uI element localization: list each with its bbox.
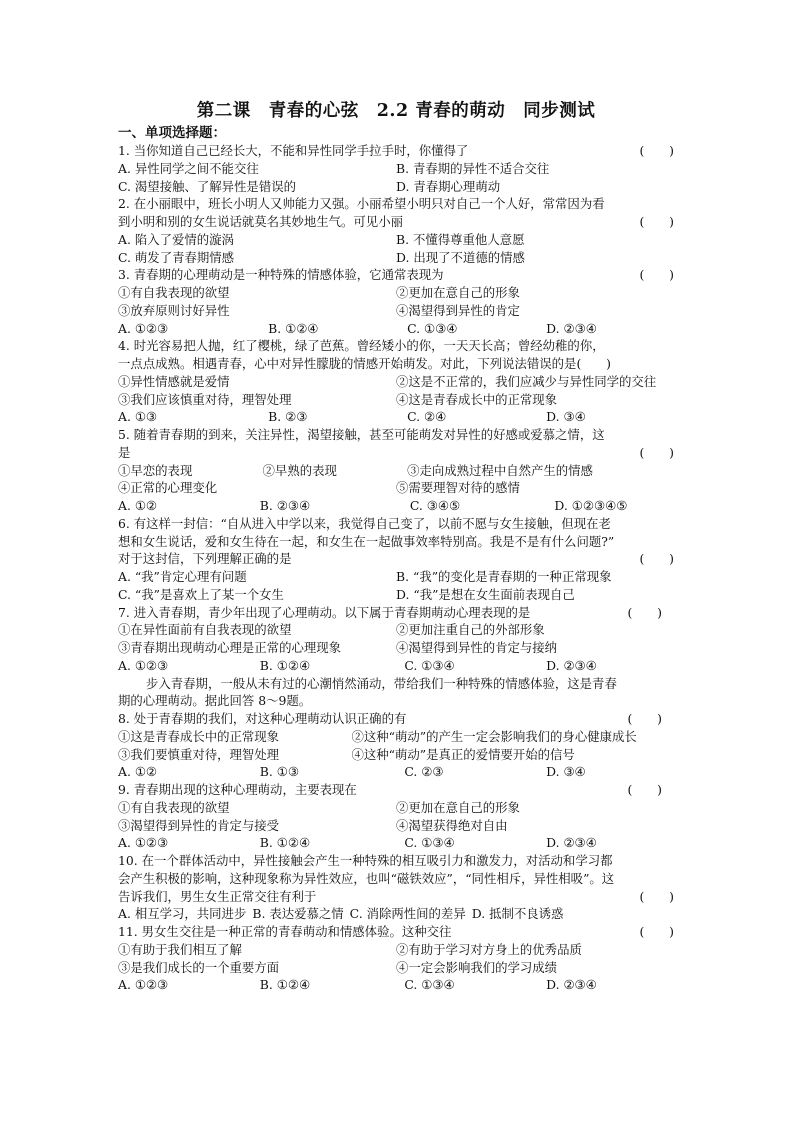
question-4-stem-line-1: 4. 时光容易把人抛，红了樱桃，绿了芭蕉。曾经矮小的你，一天天长高；曾经幼稚的你，: [118, 338, 605, 354]
question-10-stem-line-3: 告诉我们，男生女生正常交往有利于 ( ): [118, 888, 674, 904]
option-d: D. ①②③④⑤: [554, 498, 628, 513]
answer-bracket: ( ): [639, 143, 674, 158]
option-d: D. ③④: [546, 764, 586, 780]
question-7-statements-34: [118, 639, 674, 657]
question-9-options: [118, 834, 674, 852]
statement-1: ①早恋的表现: [118, 462, 193, 478]
question-8-stem: 8. 处于青春期的我们，对这种心理萌动认识正确的有 ( ): [118, 711, 662, 726]
question-4-statements-34: [118, 391, 674, 409]
option-b: B. ①②④: [259, 657, 311, 673]
statement-3: ③走向成熟过程中自然产生的情感: [407, 462, 593, 478]
option-b: B. 青春期的异性不适合交往: [396, 160, 550, 176]
answer-bracket: ( ): [627, 604, 662, 620]
statement-3: ③渴望得到异性的肯定与接受: [118, 817, 280, 833]
option-d: D. 青春期心理萌动: [396, 178, 501, 194]
question-2-stem-line-2: 到小明和别的女生说话就莫名其妙地生气。可见小丽 ( ): [118, 214, 674, 229]
question-10-options: [118, 905, 674, 923]
option-a: A. ①②③: [118, 320, 169, 336]
option-c: C. 萌发了青春期情感: [118, 249, 235, 265]
statement-3: ③我们要慎重对待，理智处理: [118, 746, 280, 762]
question-5-options: [118, 497, 674, 515]
answer-bracket: ( ): [627, 711, 662, 726]
option-d: D. ②③④: [546, 657, 597, 673]
question-7-stem: 7. 进入青春期，青少年出现了心理萌动。以下属于青春期萌动心理表现的是 ( ): [118, 604, 662, 620]
option-a: A. ①②③: [118, 657, 169, 673]
question-10-stem-line-1: 10. 在一个群体活动中，异性接触会产生一种特殊的相互吸引力和激发力，对活动和学习都: [118, 853, 613, 868]
question-6-stem-line-2: 想和女生说话，爱和女生待在一起，和女生在一起做事效率特别高。我是不是有什么问题?”: [118, 533, 615, 549]
option-b: B. “我”的变化是青春期的一种正常现象: [396, 569, 612, 584]
question-1-options-cd: [118, 178, 674, 196]
question-8-statements-12: [118, 728, 674, 746]
statement-3: ③放弃原则讨好异性: [118, 302, 230, 318]
statement-4: ④正常的心理变化: [118, 480, 218, 496]
passage-line-2: 期的心理萌动。据此回答 8～9题。: [118, 693, 312, 709]
option-d: D. ②③④: [546, 320, 597, 336]
option-c: C. ③④⑤: [409, 498, 461, 513]
option-a: A. 相互学习，共同进步: [118, 906, 247, 922]
question-9-statements-12: [118, 799, 674, 817]
option-b: B. 表达爱慕之情: [252, 906, 344, 922]
question-5-statements-123: [118, 462, 674, 480]
answer-bracket: ( ): [639, 888, 674, 904]
statement-3: ③是我们成长的一个重要方面: [118, 959, 280, 975]
statement-1: ①有助于我们相互了解: [118, 941, 242, 957]
option-a: A. ①②③: [118, 977, 169, 993]
question-2-options-ab: [118, 231, 674, 249]
question-5-statements-45: [118, 479, 674, 497]
statement-1: ①这是青春成长中的正常现象: [118, 728, 280, 744]
option-c: C. ②④: [407, 409, 447, 425]
statement-2: ②这种“萌动”的产生一定会影响我们的身心健康成长: [351, 728, 637, 744]
question-3-stem: 3. 青春期的心理萌动是一种特殊的情感体验，它通常表现为 ( ): [118, 267, 674, 283]
answer-bracket: ( ): [639, 444, 674, 460]
worksheet-page: [118, 98, 674, 994]
question-11-stem: 11. 男女生交往是一种正常的青春萌动和情感体验。这种交往 ( ): [118, 924, 674, 939]
section-heading: 一、单项选择题：: [118, 125, 226, 141]
option-b: B. ①②④: [259, 835, 311, 851]
statement-2: ②有助于学习对方身上的优秀品质: [396, 941, 582, 957]
question-4-options: [118, 408, 674, 426]
question-3-options: [118, 320, 674, 338]
option-a: A. 陷入了爱情的漩涡: [118, 231, 234, 247]
statement-1: ①异性情感就是爱情: [118, 373, 230, 389]
answer-bracket: ( ): [627, 782, 662, 797]
statement-5: ⑤需要理智对待的感情: [396, 480, 520, 496]
option-d: D. 抵制不良诱惑: [471, 906, 564, 922]
option-d: D. “我”是想在女生面前表现自己: [396, 586, 575, 602]
question-1-stem: 1. 当你知道自己已经长大，不能和异性同学手拉手时，你懂得了 ( ): [118, 143, 674, 158]
question-7-statements-12: [118, 621, 674, 639]
option-c: C. “我”是喜欢上了某一个女生: [118, 586, 284, 602]
option-c: C. 渴望接触、了解异性是错误的: [118, 178, 296, 194]
option-b: B. ②③④: [259, 498, 311, 513]
statement-1: ①有自我表现的欲望: [118, 285, 230, 300]
option-a: A. 异性同学之间不能交往: [118, 160, 259, 176]
question-11-options: [118, 976, 674, 994]
question-4-stem-line-2: 一点点成熟。相遇青春，心中对异性朦胧的情感开始萌发。对此，下列说法错误的是( ): [118, 356, 611, 371]
page-title: 第二课 青春的心弦 2.2 青春的萌动 同步测试: [196, 101, 596, 121]
statement-1: ①有自我表现的欲望: [118, 799, 230, 815]
statement-2: ②更加注重自己的外部形象: [396, 622, 545, 638]
option-d: D. ②③④: [546, 977, 597, 993]
answer-bracket: ( ): [639, 551, 674, 567]
statement-4: ④渴望得到异性的肯定与接纳: [396, 640, 558, 655]
option-d: D. ③④: [546, 409, 586, 425]
option-b: B. ②③: [268, 409, 308, 425]
option-b: B. 不懂得尊重他人意愿: [396, 231, 525, 247]
statement-4: ④渴望得到异性的肯定: [396, 302, 520, 318]
option-d: D. 出现了不道德的情感: [396, 249, 525, 265]
answer-bracket: ( ): [639, 267, 674, 283]
option-a: A. ①②: [118, 764, 158, 780]
question-11-statements-34: [118, 959, 674, 977]
question-7-options: [118, 657, 674, 675]
passage-line-1: 步入青春期，一般从未有过的心潮悄然涌动，带给我们一种特殊的情感体验，这是青春: [146, 675, 617, 691]
question-2-options-cd: [118, 249, 674, 267]
answer-bracket: ( ): [639, 214, 674, 229]
question-3-statements-12: [118, 284, 674, 302]
option-a: A. ①②③: [118, 835, 169, 851]
answer-bracket: ( ): [639, 924, 674, 939]
option-b: B. ①③: [259, 764, 299, 780]
question-6-stem-line-3: 对于这封信，下列理解正确的是 ( ): [118, 551, 674, 567]
option-a: A. ①②: [118, 498, 158, 513]
question-5-stem-line-1: 5. 随着青春期的到来，关注异性，渴望接触，甚至可能萌发对异性的好感或爱慕之情，这: [118, 427, 605, 442]
question-11-statements-12: [118, 941, 674, 959]
option-c: C. ①③④: [404, 657, 455, 673]
statement-4: ④一定会影响我们的学习成绩: [396, 959, 558, 975]
question-9-stem: 9. 青春期出现的这种心理萌动，主要表现在 ( ): [118, 782, 662, 797]
option-a: A. “我”肯定心理有问题: [118, 569, 247, 584]
option-c: C. ①③④: [407, 320, 458, 336]
question-1-options-ab: [118, 160, 674, 178]
statement-1: ①在异性面前有自我表现的欲望: [118, 622, 292, 638]
question-6-options-ab: [118, 568, 674, 586]
statement-2: ②这是不正常的，我们应减少与异性同学的交往: [396, 373, 657, 389]
question-4-statements-12: [118, 373, 674, 391]
question-6-options-cd: [118, 586, 674, 604]
option-c: C. ①③④: [404, 977, 455, 993]
statement-2: ②更加在意自己的形象: [396, 799, 520, 815]
option-c: C. ①③④: [404, 835, 455, 851]
question-9-statements-34: [118, 817, 674, 835]
question-6-stem-line-1: 6. 有这样一封信：“自从进入中学以来，我觉得自己变了，以前不愿与女生接触，但现在老: [118, 515, 611, 531]
statement-4: ④这种“萌动”是真正的爱情要开始的信号: [351, 746, 575, 762]
question-8-statements-34: [118, 746, 674, 764]
question-3-statements-34: [118, 302, 674, 320]
option-c: C. ②③: [404, 764, 444, 780]
option-b: B. ①②④: [259, 977, 311, 993]
statement-4: ④这是青春成长中的正常现象: [396, 391, 558, 407]
statement-2: ②早熟的表现: [262, 462, 337, 478]
statement-4: ④渴望获得绝对自由: [396, 817, 508, 833]
statement-3: ③我们应该慎重对待，理智处理: [118, 391, 292, 407]
question-10-stem-line-2: 会产生积极的影响，这种现象称为异性效应，也叫“磁铁效应”，“同性相斥，异性相吸”。这: [118, 870, 615, 886]
question-5-stem-line-2: 是 ( ): [118, 444, 674, 460]
question-8-options: [118, 763, 674, 781]
question-2-stem-line-1: 2. 在小丽眼中，班长小明人又帅能力又强。小丽希望小明只对自己一个人好，常常因为看: [118, 196, 605, 212]
statement-2: ②更加在意自己的形象: [396, 285, 520, 300]
statement-3: ③青春期出现萌动心理是正常的心理现象: [118, 640, 342, 655]
option-b: B. ①②④: [268, 320, 319, 336]
option-a: A. ①③: [118, 409, 158, 425]
option-d: D. ②③④: [546, 835, 597, 851]
option-c: C. 消除两性间的差异: [349, 906, 466, 922]
